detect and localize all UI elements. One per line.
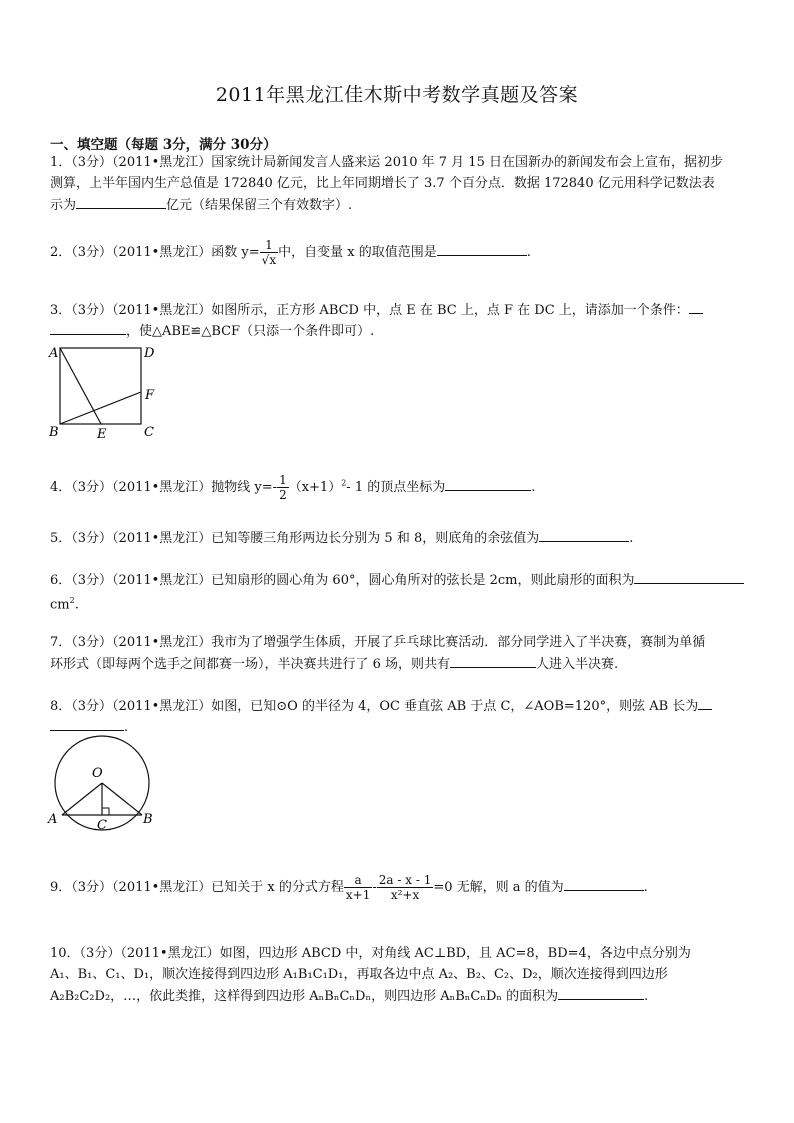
q6-text: 6．（3分）（2011•黑龙江）已知扇形的圆心角为 60°，圆心角所对的弦长是 2cm，则此扇形的面积为 — [50, 573, 635, 588]
q10-line1: 10．（3分）（2011•黑龙江）如图，四边形 ABCD 中，对角线 AC⊥BD，且 AC=8，BD=4，各边中点分别为 — [50, 946, 691, 961]
label-d: D — [144, 346, 155, 361]
q7-line2 — [50, 655, 618, 674]
label-a: A — [49, 346, 59, 361]
q5-text: 5．（3分）（2011•黑龙江）已知等腰三角形两边长分别为 5 和 8，则底角的余弦值为 — [50, 531, 540, 546]
q9-text: =0 无解，则 a 的值为 — [433, 880, 564, 895]
q2-line — [50, 238, 531, 267]
q6-end: . — [74, 597, 79, 613]
q4-answer-blank[interactable] — [445, 478, 531, 491]
q2-answer-blank[interactable] — [437, 243, 527, 256]
q3-suffix: ，使△ABE≌△BCF（只添一个条件即可）. — [126, 324, 375, 339]
q6-line1 — [50, 571, 744, 590]
q9-den2: x²+x — [390, 888, 420, 902]
q1-suffix: 亿元（结果保留三个有效数字）. — [166, 198, 353, 213]
q10-end: . — [644, 989, 649, 1004]
q6-unit-exp: 2 — [69, 596, 75, 605]
q9-minus: - — [372, 880, 377, 895]
q9-num2: 2a - x - 1 — [378, 873, 432, 887]
q8-line1 — [50, 697, 712, 716]
section-heading: 一、填空题（每题 3分，满分 30分） — [50, 137, 277, 153]
q4-end: . — [531, 480, 536, 495]
q4-num: 1 — [279, 473, 287, 487]
q3-text: 3．（3分）（2011•黑龙江）如图所示，正方形 ABCD 中，点 E 在 BC 上，点 F 在 DC 上，请添加一个条件： — [50, 303, 689, 318]
label-b: B — [49, 425, 59, 440]
q9-line — [50, 873, 648, 902]
q9-fraction2 — [377, 873, 434, 902]
label-f: F — [145, 388, 155, 403]
label-c: C — [97, 818, 107, 833]
q7-line1: 7．（3分）（2011•黑龙江）我市为了增强学生体质，开展了乒乓球比赛活动．部分同学进入了半决赛，赛制为单循 — [50, 635, 706, 650]
q3-blank-start[interactable] — [689, 301, 703, 314]
q9-num1: a — [344, 873, 372, 888]
square-abcd — [60, 348, 141, 424]
q2-num: 1 — [260, 238, 278, 253]
right-angle-mark — [102, 808, 109, 815]
q6-line2 — [50, 592, 79, 614]
q9-den1: x+1 — [345, 888, 371, 902]
q8-end: . — [124, 720, 129, 735]
q2-den: √x — [261, 253, 277, 267]
q7-suffix: 人进入半决赛. — [536, 657, 619, 672]
q2-prefix: 2．（3分）（2011•黑龙江）函数 y= — [50, 245, 260, 260]
q1-answer-blank[interactable] — [76, 196, 166, 209]
q4-text: - 1 的顶点坐标为 — [346, 480, 446, 495]
radius-oa — [62, 783, 102, 815]
q9-answer-blank[interactable] — [564, 878, 644, 891]
q4-line — [50, 473, 535, 502]
q1-line1: 1．（3分）（2011•黑龙江）国家统计局新闻发言人盛来运 2010 年 7 月 15 日在国新办的新闻发布会上宣布，据初步 — [50, 155, 723, 170]
q6-unit: cm — [50, 597, 70, 613]
q4-den: 2 — [279, 488, 287, 502]
square-figure — [46, 340, 166, 440]
q1-line2: 测算，上半年国内生产总值是 172840 亿元，比上年同期增长了 3.7 个百分点．数据 172840 亿元用科学记数法表 — [50, 176, 715, 191]
segment-bf — [60, 392, 141, 424]
segment-ae — [60, 348, 101, 424]
label-e: E — [97, 427, 107, 440]
q9-end: . — [643, 880, 648, 895]
q3-line2 — [50, 322, 374, 341]
q8-blank-start[interactable] — [698, 697, 712, 710]
q7-answer-blank[interactable] — [450, 655, 536, 668]
q2-end: . — [526, 245, 531, 260]
radius-ob — [102, 783, 142, 815]
label-a: A — [48, 812, 58, 827]
q8-text: 8．（3分）（2011•黑龙江）如图，已知⊙O 的半径为 4，OC 垂直弦 AB 于点 C，∠AOB=120°，则弦 AB 长为 — [50, 699, 699, 714]
q1-line3 — [50, 196, 352, 215]
label-c: C — [144, 425, 154, 440]
q5-line — [50, 529, 633, 548]
q10-text: A₂B₂C₂D₂，…，依此类推，这样得到四边形 AₙBₙCₙDₙ，则四边形 AₙBₙCₙDₙ 的面积为 — [50, 989, 559, 1004]
q4-mid: （x+1） — [288, 480, 342, 495]
q5-end: . — [629, 531, 634, 546]
q7-text: 环形式（即每两个选手之间都赛一场），半决赛共进行了 6 场，则共有 — [50, 657, 451, 672]
q3-answer-blank[interactable] — [50, 322, 126, 335]
q10-line2: A₁、B₁、C₁、D₁，顺次连接得到四边形 A₁B₁C₁D₁，再取各边中点 A₂、B₂、C₂、D₂，顺次连接得到四边形 — [50, 967, 668, 982]
q1-prefix: 示为 — [50, 198, 77, 213]
q2-fraction — [260, 238, 278, 267]
circle-figure — [46, 734, 166, 838]
q2-mid: 中，自变量 x 的取值范围是 — [278, 245, 437, 260]
q6-answer-blank[interactable] — [634, 571, 744, 584]
page-title: 2011年黑龙江佳木斯中考数学真题及答案 — [215, 84, 579, 106]
label-o: O — [92, 766, 103, 781]
q10-line3 — [50, 987, 648, 1006]
q10-answer-blank[interactable] — [558, 987, 644, 1000]
q8-answer-blank[interactable] — [50, 718, 124, 731]
q4-exponent: 2 — [341, 478, 347, 488]
q3-line1 — [50, 301, 703, 320]
q5-answer-blank[interactable] — [539, 529, 629, 542]
q9-prefix: 9．（3分）（2011•黑龙江）已知关于 x 的分式方程 — [50, 880, 344, 895]
q4-fraction — [277, 473, 289, 502]
q9-fraction1 — [344, 873, 372, 902]
q4-prefix: 4．（3分）（2011•黑龙江）抛物线 y=- — [50, 480, 278, 495]
label-b: B — [143, 812, 153, 827]
